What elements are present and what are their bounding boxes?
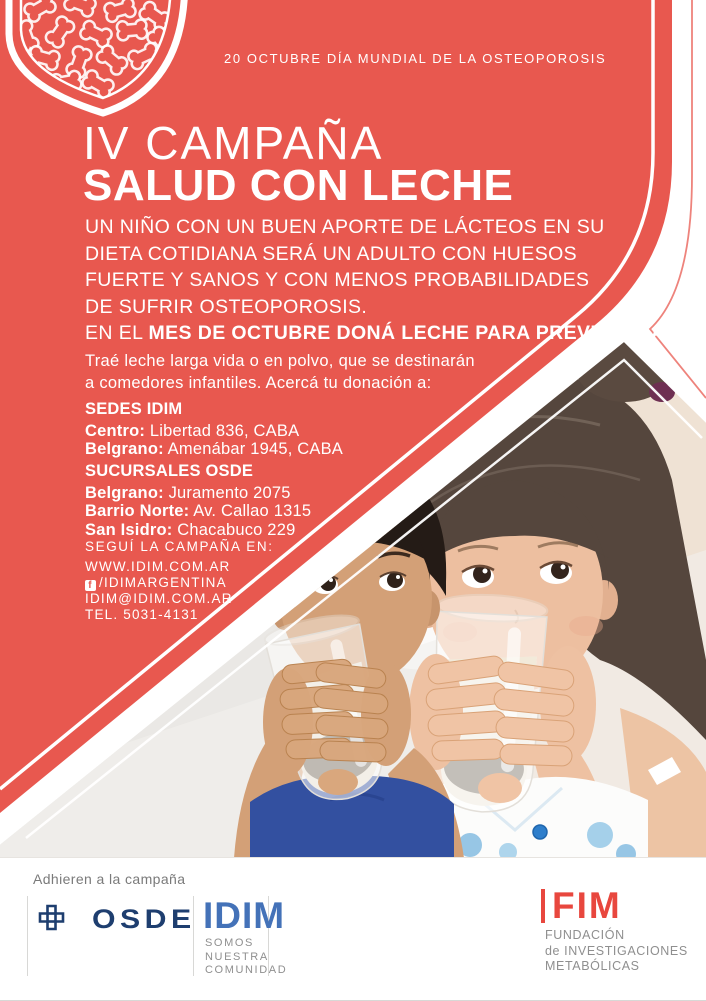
idim-logo: IDIM xyxy=(203,895,286,936)
email-link[interactable]: IDIM@IDIM.COM.AR xyxy=(85,591,233,606)
poster-title-line2: SALUD CON LECHE xyxy=(83,161,514,210)
address-label: Centro: xyxy=(85,421,146,440)
cta-prefix: EN EL xyxy=(85,322,149,345)
address-value: Amenábar 1945, CABA xyxy=(163,440,344,458)
cta-bold: MES DE OCTUBRE DONÁ LECHE PARA PREVENIRLA. xyxy=(148,322,672,345)
address-row xyxy=(85,422,343,441)
follow-block xyxy=(85,539,274,623)
donation-paragraph xyxy=(85,351,475,394)
osde-knot-icon xyxy=(38,904,65,931)
intro-line: DIETA COTIDIANA SERÁ UN ADULTO CON HUESOS xyxy=(85,242,578,265)
intro-line: FUERTE Y SANOS Y CON MENOS PROBABILIDADES xyxy=(85,269,590,292)
footer-divider xyxy=(27,896,28,976)
facebook-handle: /IDIMARGENTINA xyxy=(99,575,227,590)
intro-line: UN NIÑO CON UN BUEN APORTE DE LÁCTEOS EN SU xyxy=(85,216,605,238)
address-label: Belgrano: xyxy=(85,483,164,502)
address-label: San Isidro: xyxy=(85,520,173,539)
address-row xyxy=(85,484,311,503)
poster-title-line1: IV CAMPAÑA xyxy=(83,117,384,169)
facebook-icon: f xyxy=(85,580,96,591)
adhere-label: Adhieren a la campaña xyxy=(33,871,186,887)
address-value: Av. Callao 1315 xyxy=(189,502,312,520)
intro-line: DE SUFRIR OSTEOPOROSIS. xyxy=(85,295,368,318)
donation-line: Traé leche larga vida o en polvo, que se destinarán xyxy=(85,352,475,370)
fim-subtitle-line: de INVESTIGACIONES xyxy=(545,943,688,958)
fim-logo: FIM xyxy=(541,889,622,923)
phone-number: TEL. 5031-4131 xyxy=(85,607,199,622)
intro-line-cta xyxy=(85,320,671,347)
idim-tagline-line: COMUNIDAD xyxy=(205,964,288,976)
address-value: Libertad 836, CABA xyxy=(145,421,300,440)
idim-tagline-line: SOMOS xyxy=(205,937,254,949)
address-row xyxy=(85,440,343,459)
address-row xyxy=(85,521,311,540)
facebook-row[interactable] xyxy=(85,575,274,591)
address-value: Juramento 2075 xyxy=(163,483,291,502)
sedes-heading: SEDES IDIM xyxy=(85,400,183,418)
website-link[interactable]: WWW.IDIM.COM.AR xyxy=(85,559,231,574)
fim-subtitle-line: FUNDACIÓN xyxy=(545,928,625,942)
sucursales-osde-block xyxy=(85,462,311,539)
sponsors-footer xyxy=(0,858,706,1000)
follow-heading: SEGUÍ LA CAMPAÑA EN: xyxy=(85,539,274,554)
idim-tagline-line: NUESTRA xyxy=(205,950,269,963)
sedes-idim-block xyxy=(85,400,343,459)
address-label: Belgrano: xyxy=(85,440,164,458)
fim-subtitle xyxy=(545,928,688,975)
donation-line: a comedores infantiles. Acercá tu donación a: xyxy=(85,373,432,392)
fim-subtitle-line: METABÓLICAS xyxy=(545,959,640,973)
address-value: Chacabuco 229 xyxy=(172,520,296,539)
intro-paragraph xyxy=(85,214,671,347)
date-header: 20 OCTUBRE DÍA MUNDIAL DE LA OSTEOPOROSIS xyxy=(224,51,607,66)
address-row xyxy=(85,502,311,521)
sucursales-heading: SUCURSALES OSDE xyxy=(85,462,254,480)
osde-logo: OSDE xyxy=(92,904,196,934)
address-label: Barrio Norte: xyxy=(85,502,190,520)
idim-tagline xyxy=(205,937,287,978)
